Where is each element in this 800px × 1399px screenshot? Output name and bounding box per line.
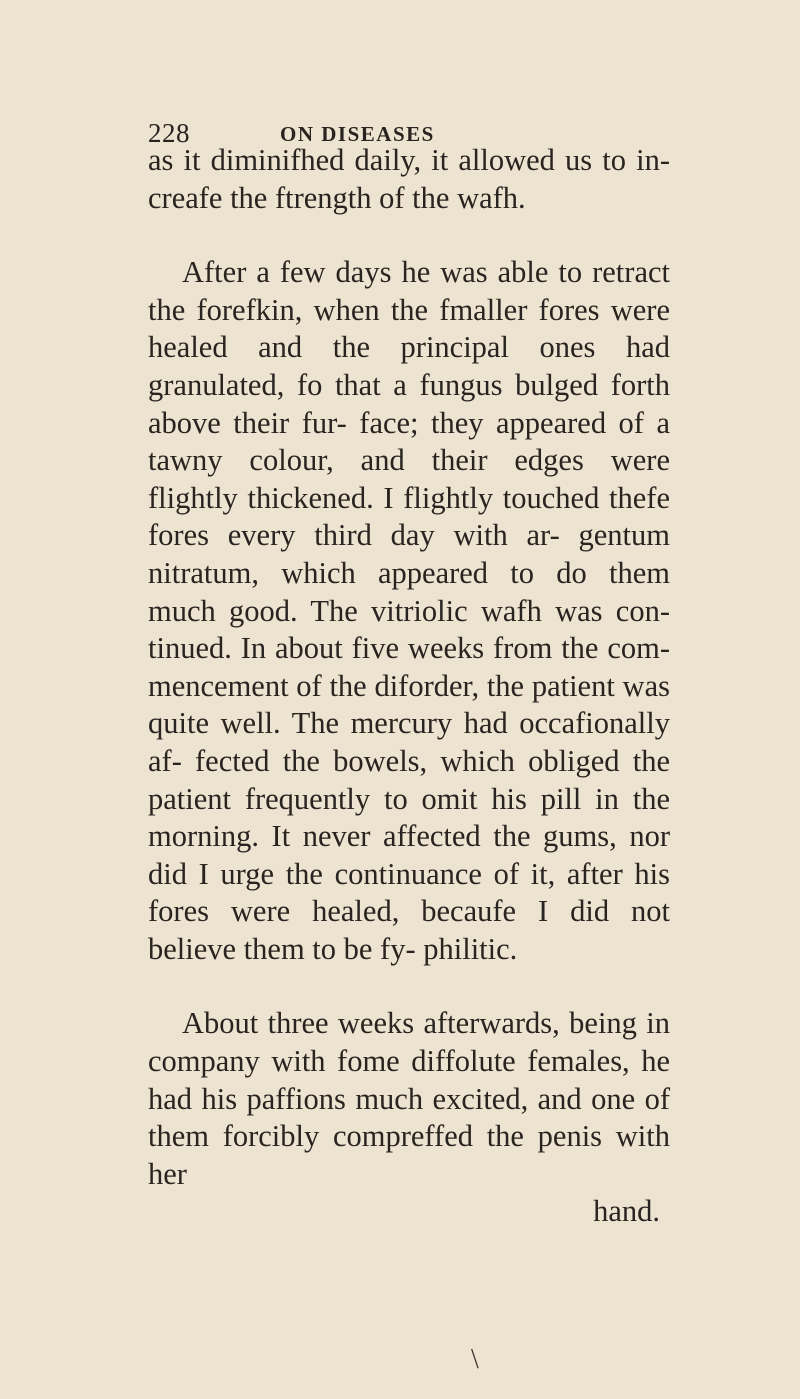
running-head: ON DISEASES	[280, 122, 435, 146]
stray-ink-mark: \	[471, 1344, 479, 1375]
paragraph: After a few days he was able to retract the forefkin, when the fmaller fores were healed and the principal ones had granulated, fo that a fungus bulged forth above their fur- face; they appeared of a tawny colour, and their edges were flightly thickened. I flightly touched thefe fores every third day with ar- gentum nitratum, which appeared to do them much good. The vitriolic wafh was con- tinued. In about five weeks from the com- mencement of the diforder, the patient was quite well. The mercury had occafionally af- fected the bowels, which obliged the patient frequently to omit his pill in the morning. It never affected the gums, nor did I urge the continuance of it, after his fores were healed, becaufe I did not believe them to be fy- philitic.	[148, 255, 670, 966]
paragraph: as it diminifhed daily, it allowed us to in- creafe the ftrength of the wafh.	[148, 143, 670, 215]
body-text	[148, 142, 670, 1231]
paragraph: About three weeks afterwards, being in company with fome diffolute females, he had his paffions much excited, and one of them forcibly compreffed the penis with her	[148, 1006, 670, 1191]
page-number: 228	[148, 118, 190, 148]
catchword: hand.	[593, 1194, 660, 1229]
